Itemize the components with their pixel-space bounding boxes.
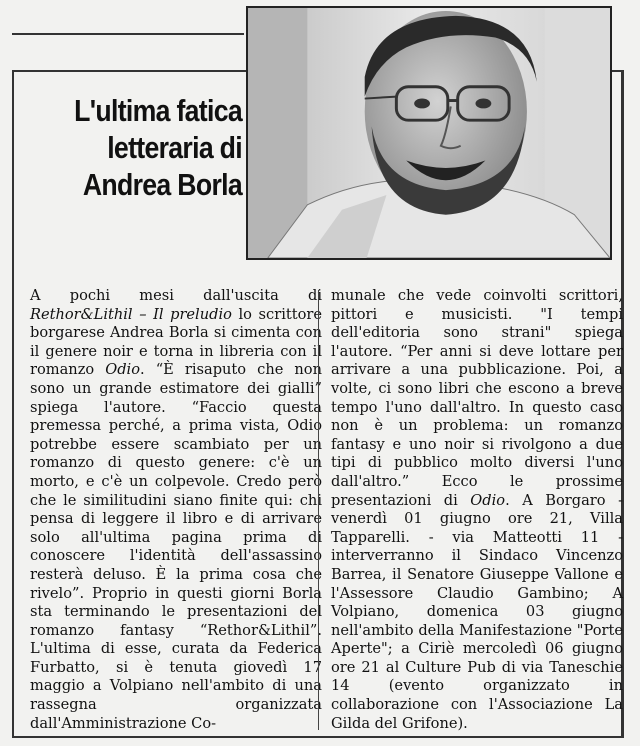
body-text: . A Borgaro - venerdì 01 giugno ore 21, Villa Tapparelli. - via Matteotti 11 - interverranno il Sindaco Vincenzo Barrea, il Senatore Giuseppe Vallone e l'Assessore Claudio Gambino; A Volpiano, domenica 03 giugno nell'ambito della Manifestazione "Porte Aperte"; a Ciriè mercoledì 06 giugno ore 21 al Culture Pub di via Taneschie 14 (evento organizzato in collaborazione con l'Associazione La Gilda del Grifone). (331, 491, 623, 732)
article-column-2 (331, 287, 623, 733)
title-italic: Rethor&Lithil – Il preludio (30, 305, 232, 323)
body-text: lo scrittore borgarese Andrea Borla si cimenta con il genere noir e torna in libreria con il romanzo (30, 305, 322, 379)
column-divider (318, 290, 319, 730)
body-text: munale che vede coinvolti scrittori, pittori e musicisti. "I tempi dell'editoria sono strani" spiega l'autore. “Per anni si deve lottare per arrivare a una pubblicazione. Poi, a volte, ci sono libri che escono a breve tempo l'uno dall'altro. In questo caso non è un problema: un romanzo fantasy e uno noir si rivolgono a due tipi di pubblico molto diversi l'uno dall'altro.” Ecco le prossime presentazioni di (331, 287, 623, 509)
article-column-1 (30, 287, 322, 733)
body-text: . “È risaputo che non sono un grande estimatore dei gialli” spiega l'autore. “Faccio questa premessa perché, a prima vista, Odio potrebbe essere scambiato per un romanzo di questo genere: c'è un morto, e c'è un colpevole. Credo però che le similitudini siano finite qui: chi pensa di leggere il libro e di arrivare solo all'ultima pagina prima di conoscere l'identità dell'assassino resterà deluso. È la prima cosa che rivelo”. Proprio in questi giorni Borla sta terminando le presentazioni del romanzo fantasy “Rethor&Lithil”. L'ultima di esse, curata da Federica Furbatto, si è tenuta giovedì 17 maggio a Volpiano nell'ambito di una rassegna organizzata dall'Amministrazione Co- (30, 361, 322, 732)
author-photo (246, 6, 612, 260)
article-headline: L'ultima fatica letteraria di Andrea Borla (74, 93, 243, 202)
portrait-illustration (248, 8, 610, 258)
top-rule (12, 33, 244, 35)
title-italic: Odio (105, 361, 140, 379)
title-italic: Odio (470, 491, 506, 509)
body-text: A pochi mesi dall'uscita di (30, 287, 322, 304)
